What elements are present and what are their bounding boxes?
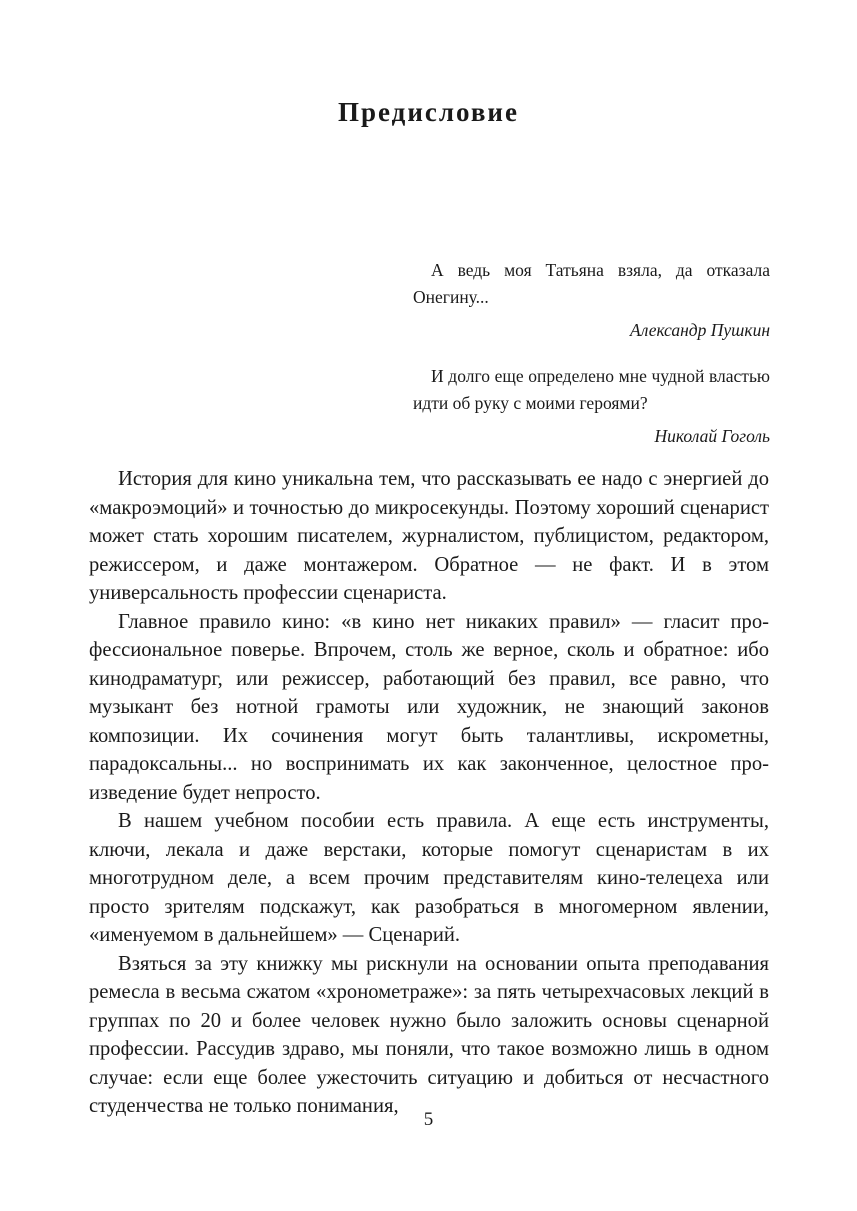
epigraph <box>413 257 770 344</box>
epigraph-author: Александр Пушкин <box>630 320 770 340</box>
epigraph-quote: А ведь моя Татьяна взяла, да отказала Онегину... <box>413 260 770 307</box>
paragraph: Главное правило кино: «в кино нет никаких правил» — гласит профессиональное поверье. Впрочем, столь же верное, сколь и обратное: ибо кинодраматург, или режиссер, работающий без правил, все равно, что музыкант без нотной грамоты или художник, не знающий законов композиции. Их сочинения могут быть талантливы, искрометны, парадоксальны... но воспринимать их как законченное, целостное произведение будет непросто. <box>89 610 769 804</box>
paragraph: Взяться за эту книжку мы рискнули на основании опыта преподавания ремесла в весьма сжатом «хронометраже»: за пять четырехчасовых лекций в группах по 20 и более человек нужно было заложить основы сценарной профессии. Рассудив здраво, мы поняли, что такое возможно лишь в одном случае: если еще более ужесточить ситуацию и добиться от несчастного студенчества не только понимания, <box>89 952 769 1117</box>
paragraph: В нашем учебном пособии есть правила. А еще есть инструменты, ключи, лекала и даже верстаки, которые помогут сценаристам в их многотрудном деле, а всем прочим представителям кино-телецеха или просто зрителям подскажут, как разобраться в многомерном явлении, «именуемом в дальнейшем» — Сценарий. <box>89 810 769 946</box>
chapter-title: Предисловие <box>338 97 519 127</box>
body-text <box>89 465 769 1121</box>
paragraph: История для кино уникальна тем, что рассказывать ее надо с энергией до «макроэмоций» и точностью до микросекунды. Поэтому хороший сценарист может стать хорошим писателем, журналистом, публицистом, редактором, режиссером, и даже монтажером. Обратное — не факт. И в этом универсальность профессии сценариста. <box>89 468 769 604</box>
epigraph-author: Николай Гоголь <box>654 426 770 446</box>
page-number: 5 <box>423 1109 434 1130</box>
epigraph-quote: И долго еще определено мне чудной властью идти об руку с моими героями? <box>413 366 770 413</box>
epigraph <box>413 363 770 450</box>
